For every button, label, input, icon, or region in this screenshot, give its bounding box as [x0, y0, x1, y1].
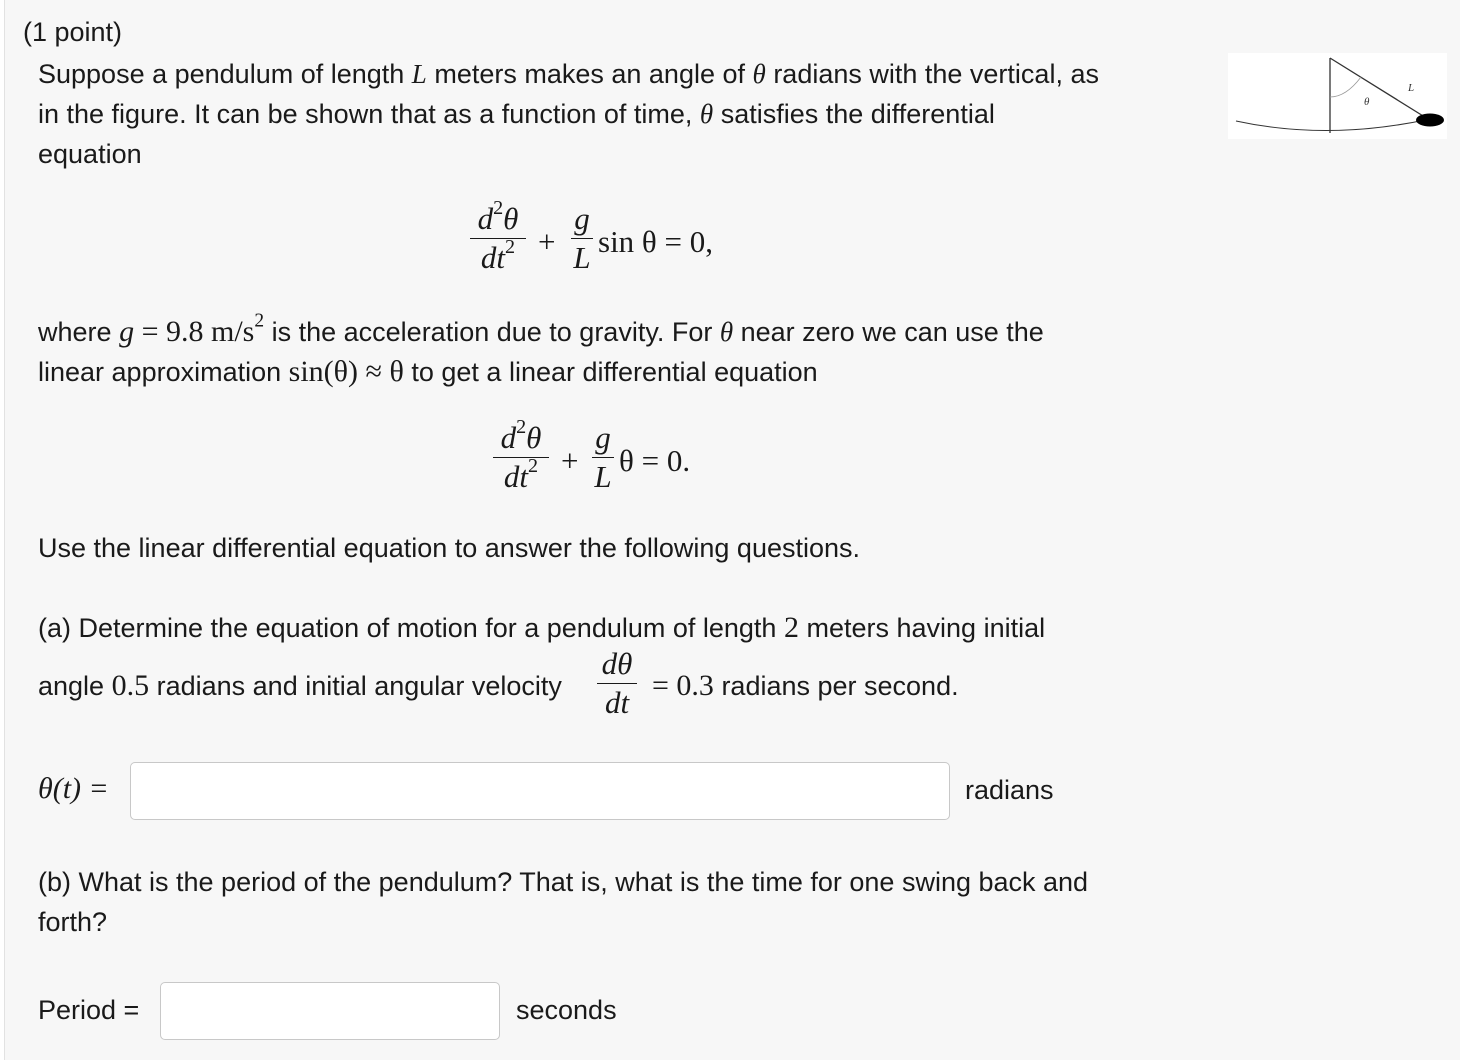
part-a-line-2: angle 0.5 radians and initial angular velocity: [38, 669, 562, 702]
period-answer-input[interactable]: [160, 982, 500, 1040]
angle-arc: [1330, 77, 1361, 97]
period-answer-unit: seconds: [516, 995, 617, 1025]
linear-equation: $d^2\theta$ $dt^2$ + g L θ = 0.: [493, 419, 733, 509]
part-b-line-1: (b) What is the period of the pendulum? That is, what is the time for one swing back and: [38, 867, 1089, 897]
second-derivative-fraction: $d^2\theta$ $dt^2$: [493, 419, 549, 496]
second-derivative-fraction: $d^2\theta$ $dt^2$: [470, 200, 526, 277]
problem-panel: [4, 0, 1460, 1060]
instructions-line: Use the linear differential equation to answer the following questions.: [38, 533, 861, 563]
period-answer-label: Period =: [38, 995, 140, 1025]
theta-label: θ: [1364, 96, 1370, 108]
angular-velocity-value: = 0.3 radians per second.: [652, 669, 959, 702]
intro-line-2: in the figure. It can be shown that as a function of time, θ satisfies the differential: [38, 99, 995, 129]
pendulum-diagram: [1228, 53, 1447, 139]
theta-answer-label: θ(t) =: [38, 772, 109, 805]
theta-answer-unit: radians: [965, 775, 1054, 805]
g-over-L-fraction: g L: [592, 419, 614, 496]
part-b-line-2: forth?: [38, 907, 108, 937]
pendulum-figure: [1228, 53, 1447, 139]
intro-line-3: equation: [38, 139, 142, 169]
gravity-line: where g = 9.8 $m/s^2$ is the acceleration due to gravity. For θ near zero we can use the: [38, 310, 1044, 348]
part-a-line-1: (a) Determine the equation of motion for a pendulum of length 2 meters having initial: [38, 611, 1046, 644]
swing-arc: [1236, 119, 1430, 131]
length-label: L: [1408, 82, 1415, 94]
angular-velocity-fraction: dθ dt: [597, 645, 641, 729]
nonlinear-equation: $d^2\theta$ $dt^2$ + g L sin θ = 0,: [470, 200, 750, 290]
points-label: (1 point): [23, 17, 123, 47]
linear-approx-line: linear approximation sin(θ) ≈ θ to get a linear differential equation: [38, 355, 818, 388]
intro-line-1: Suppose a pendulum of length L meters makes an angle of θ radians with the vertical, as: [38, 59, 1099, 89]
g-over-L-fraction: g L: [571, 200, 593, 277]
pendulum-bob: [1416, 114, 1444, 127]
theta-answer-input[interactable]: [130, 762, 950, 820]
